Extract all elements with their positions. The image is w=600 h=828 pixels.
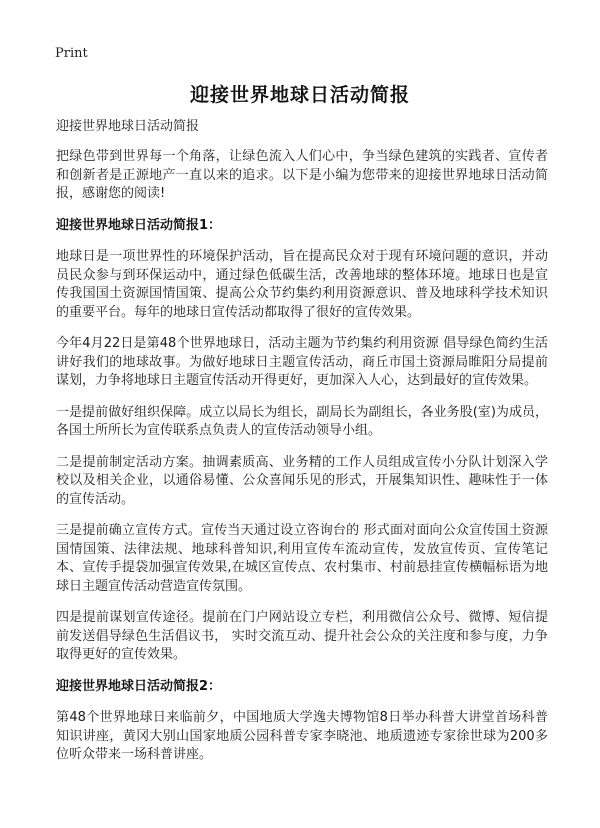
page-title: 迎接世界地球日活动简报 [189,84,410,106]
section1-paragraph: 二是提前制定活动方案。抽调素质高、业务精的工作人员组成宣传小分队计划深入学校以及相关企业，以通俗易懂、公众喜闻乐见的形式，开展集知识性、趣味性于一体的宣传活动。 [56,454,548,507]
intro-paragraph: 把绿色带到世界每一个角落，让绿色流入人们心中，争当绿色建筑的实践者、宣传者和创新者是正源地产一直以来的追求。以下是小编为您带来的迎接世界地球日活动简报，感谢您的阅读! [56,149,548,201]
section2-heading: 迎接世界地球日活动简报2： [56,678,222,694]
section1-paragraph: 四是提前谋划宣传途径。提前在门户网站设立专栏，利用微信公众号、微博、短信提前发送倡导绿色生活倡议书， 实时交流互动、提升社会公众的关注度和参与度，力争取得更好的宣传效果。 [56,610,548,662]
print-link[interactable]: Print [55,46,88,61]
section1-paragraph: 今年4月22日是第48个世界地球日，活动主题为节约集约利用资源 倡导绿色简约生活讲好我们的地球故事。为做好地球日主题宣传活动，商丘市国土资源局睢阳分局提前谋划，力争将地球日主题宣传活动开得更好，更加深入人心，达到最好的宣传效果。 [56,336,548,388]
section1-paragraph: 地球日是一项世界性的环境保护活动，旨在提高民众对于现有环境问题的意识，并动员民众参与到环保运动中，通过绿色低碳生活，改善地球的整体环境。地球日也是宣传我国国土资源国情国策、提高公众节约集约利用资源意识、普及地球科学技术知识的重要平台。每年的地球日宣传活动都取得了很好的宣传效果。 [56,249,548,320]
section1-paragraph: 一是提前做好组织保障。成立以局长为组长，副局长为副组长，各业务股(室)为成员，各国土所所长为宣传联系点负责人的宣传活动领导小组。 [56,404,548,438]
article-subtitle: 迎接世界地球日活动简报 [56,119,200,134]
article-body [56,118,548,778]
section2-paragraph: 第48个世界地球日来临前夕，中国地质大学逸夫博物馆8日举办科普大讲堂首场科普知识讲座，黄冈大别山国家地质公园科普专家李晓池、地质遗迹专家徐世球为200多位听众带来一场科普讲座。 [56,710,548,762]
section1-heading: 迎接世界地球日活动简报1： [56,217,222,233]
section1-paragraph: 三是提前确立宣传方式。宣传当天通过设立咨询台的 形式面对面向公众宣传国土资源国情国策、法律法规、地球科普知识,利用宣传车流动宣传，发放宣传页、宣传笔记本、宣传手提袋加强宣传效果,在城区宣传点、农村集市、村前悬挂宣传横幅标语为地球日主题宣传活动营造宣传氛围。 [56,523,548,594]
